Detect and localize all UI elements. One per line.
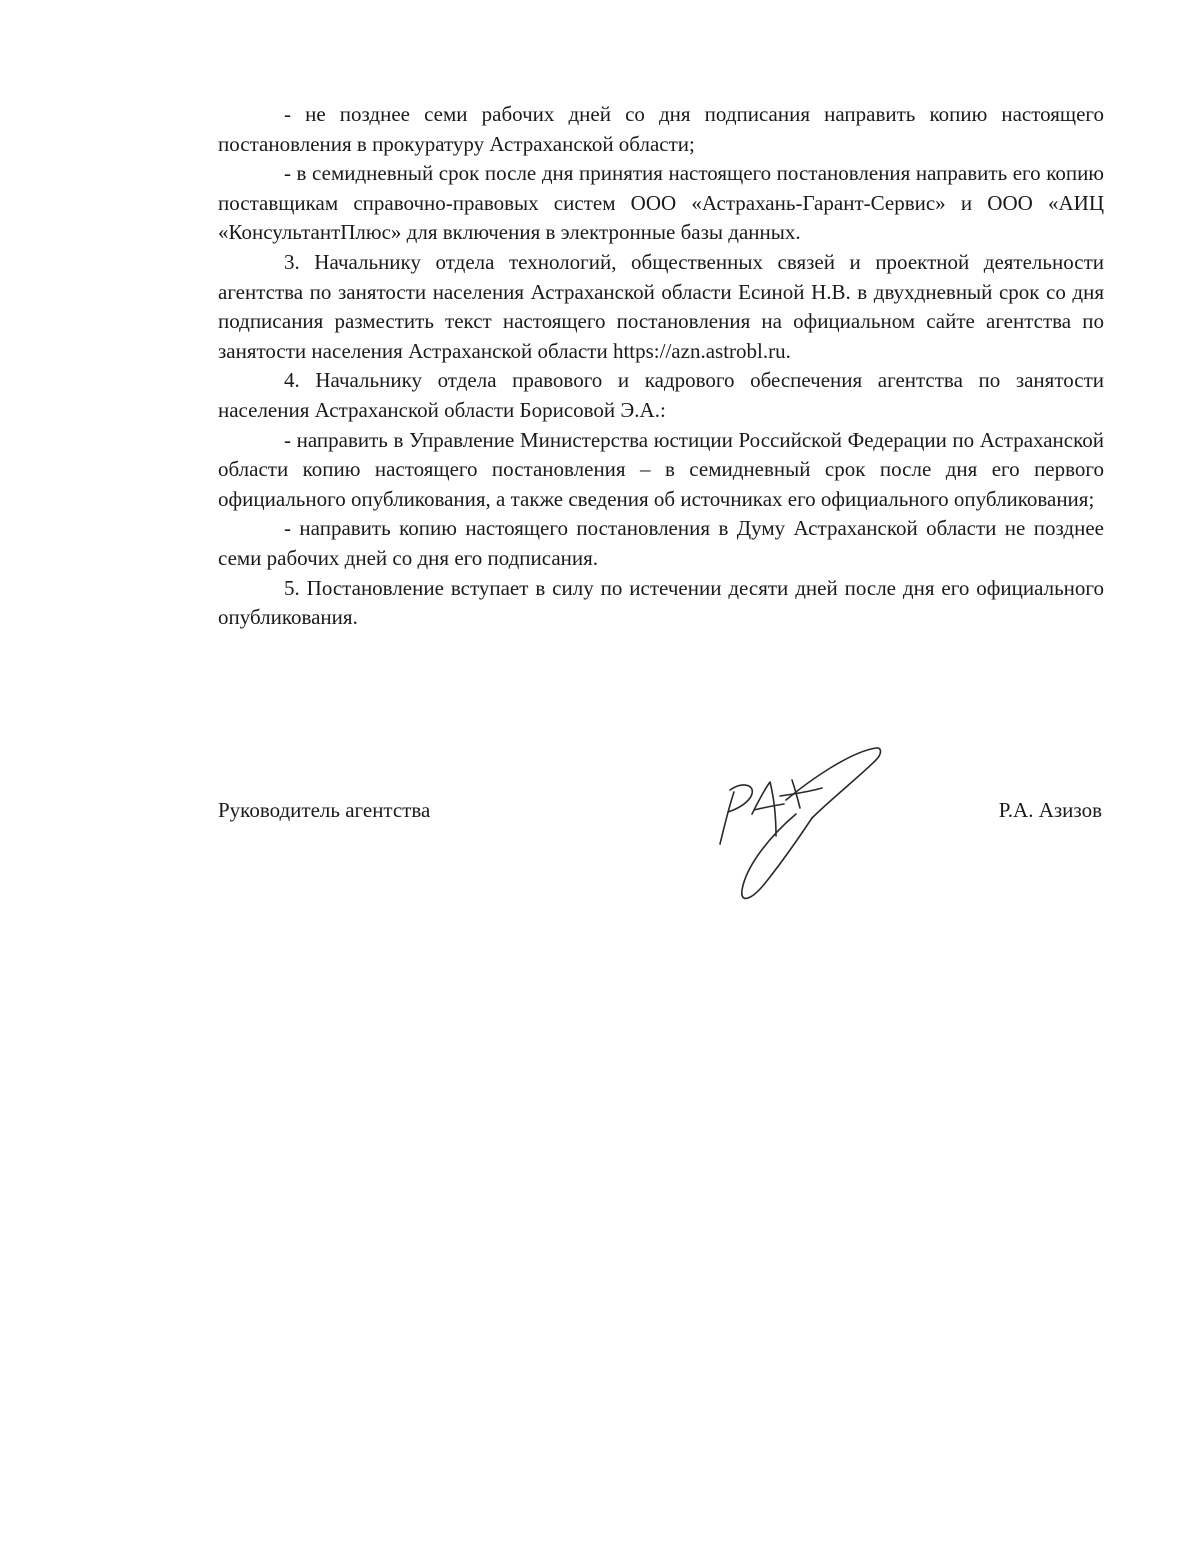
paragraph-ministry-justice: - направить в Управление Министерства юстиции Российской Федерации по Астраханской области копию настоящего постановления – в семидневный срок после дня его первого официального опубликования, а также сведения об источниках его официального опубликования; [218,427,1104,511]
signature-block [218,796,1104,836]
paragraph-item-4: 4. Начальнику отдела правового и кадрового обеспечения агентства по занятости населения Астраханской области Борисовой Э.А.: [218,368,1104,422]
handwritten-signature [700,740,890,910]
paragraph-duma-copy: - направить копию настоящего постановления в Думу Астраханской области не позднее семи рабочих дней со дня его подписания. [218,516,1104,570]
signature-strokes [720,748,881,899]
document-body [218,100,1104,633]
paragraph-item-5: 5. Постановление вступает в силу по истечении десяти дней после дня его официального опубликования. [218,575,1104,630]
signer-name: Р.А. Азизов [998,798,1102,822]
paragraph-legal-systems-copy: - в семидневный срок после дня принятия настоящего постановления направить его копию поставщикам справочно-правовых систем ООО «Астрахань-Гарант-Сервис» и ООО «АИЦ «КонсультантПлюс» для включения в электронные базы данных. [218,161,1104,245]
signer-position: Руководитель агентства [218,798,431,822]
paragraph-prosecutor-copy: - не позднее семи рабочих дней со дня подписания направить копию настоящего постановления в прокуратуру Астраханской области; [218,102,1104,156]
paragraph-item-3: 3. Начальнику отдела технологий, общественных связей и проектной деятельности агентства по занятости населения Астраханской области Есиной Н.В. в двухдневный срок со дня подписания разместить текст настоящего постановления на официальном сайте агентства по занятости населения Астраханской области https://azn.astrobl.ru. [218,249,1104,363]
